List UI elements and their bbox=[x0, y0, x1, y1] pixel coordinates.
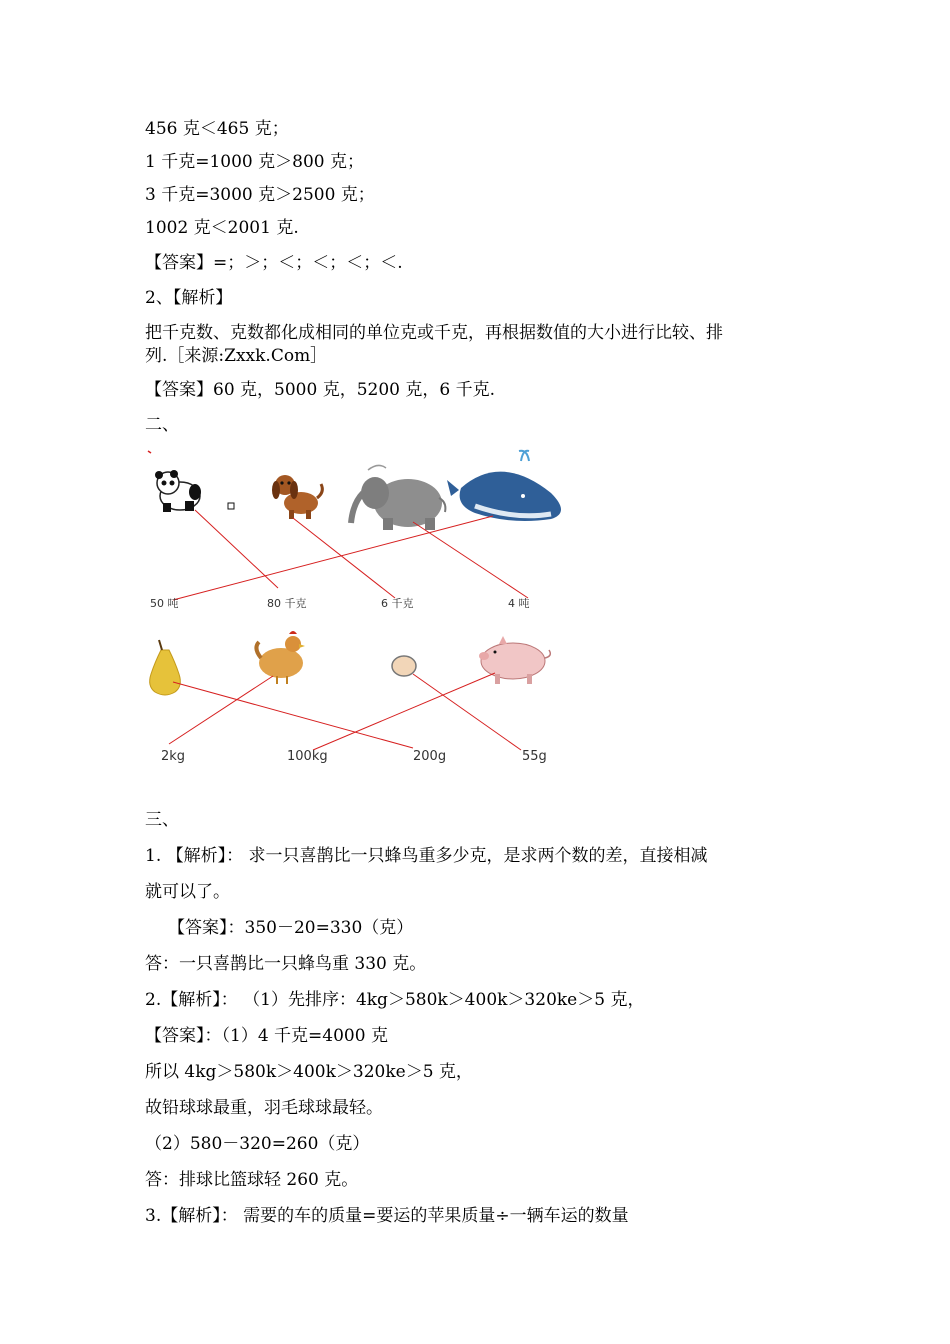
elephant-icon bbox=[351, 465, 445, 530]
label-55g: 55g bbox=[522, 749, 547, 764]
q1-reply: 答：一只喜鹊比一只蜂鸟重 330 克。 bbox=[145, 954, 427, 974]
q1-analysis: 1. 【解析】： 求一只喜鹊比一只蜂鸟重多少克，是求两个数的差，直接相减 bbox=[145, 846, 708, 866]
dog-icon bbox=[272, 475, 322, 519]
match-lines bbox=[173, 510, 528, 600]
analysis-text: 把千克数、克数都化成相同的单位克或千克，再根据数值的大小进行比较、排 bbox=[145, 323, 723, 343]
section-heading-er: 二、 bbox=[145, 415, 179, 435]
q2-order: 所以 4kg＞580k＞400k＞320ke＞5 克， bbox=[145, 1062, 473, 1082]
section-heading-2: 2、【解析】 bbox=[145, 288, 233, 308]
panda-icon bbox=[155, 470, 201, 512]
q2-conclusion: 故铅球球最重，羽毛球球最轻。 bbox=[145, 1098, 383, 1118]
label-50-tons: 50 吨 bbox=[150, 597, 179, 610]
text-line-3: 3 千克=3000 克＞2500 克； bbox=[145, 185, 375, 205]
label-80-kg: 80 千克 bbox=[267, 597, 307, 610]
hen-icon bbox=[256, 631, 305, 684]
match-lines-2 bbox=[169, 673, 521, 750]
label-2kg: 2kg bbox=[161, 749, 186, 764]
section-heading-san: 三、 bbox=[145, 810, 179, 830]
q2-analysis: 2.【解析】： （1）先排序：4kg＞580k＞400k＞320ke＞5 克， bbox=[145, 990, 645, 1010]
q3-analysis: 3.【解析】： 需要的车的质量=要运的苹果质量÷一辆车运的数量 bbox=[145, 1206, 629, 1226]
q1-answer: 【答案】：350－20=330（克） bbox=[168, 918, 414, 938]
text-line-2: 1 千克=1000 克＞800 克； bbox=[145, 152, 364, 172]
label-100kg: 100kg bbox=[287, 749, 328, 764]
small-square-mark bbox=[228, 503, 234, 509]
whale-icon bbox=[447, 451, 561, 521]
label-6-kg: 6 千克 bbox=[381, 597, 414, 610]
q2-reply: 答：排球比篮球轻 260 克。 bbox=[145, 1170, 359, 1190]
matching-figure-animals bbox=[143, 448, 573, 618]
pear-icon bbox=[150, 640, 181, 695]
label-200g: 200g bbox=[413, 749, 447, 764]
answer-line-2: 【答案】60 克，5000 克，5200 克，6 千克. bbox=[145, 380, 495, 400]
text-line-1: 456 克＜465 克； bbox=[145, 119, 289, 139]
matching-figure-objects bbox=[143, 628, 573, 773]
pig-icon bbox=[479, 636, 550, 684]
q2-answer: 【答案】：（1）4 千克=4000 克 bbox=[145, 1026, 388, 1046]
analysis-text-cont: 列.［来源:Zxxk.Com］ bbox=[145, 346, 328, 366]
egg-icon bbox=[392, 656, 416, 676]
q2-part2: （2）580－320=260（克） bbox=[145, 1134, 370, 1154]
q1-analysis-cont: 就可以了。 bbox=[145, 882, 230, 902]
answer-line-1: 【答案】=；＞；＜；＜；＜；＜. bbox=[145, 253, 403, 273]
text-line-4: 1002 克＜2001 克. bbox=[145, 218, 299, 238]
label-4-tons: 4 吨 bbox=[508, 597, 530, 610]
